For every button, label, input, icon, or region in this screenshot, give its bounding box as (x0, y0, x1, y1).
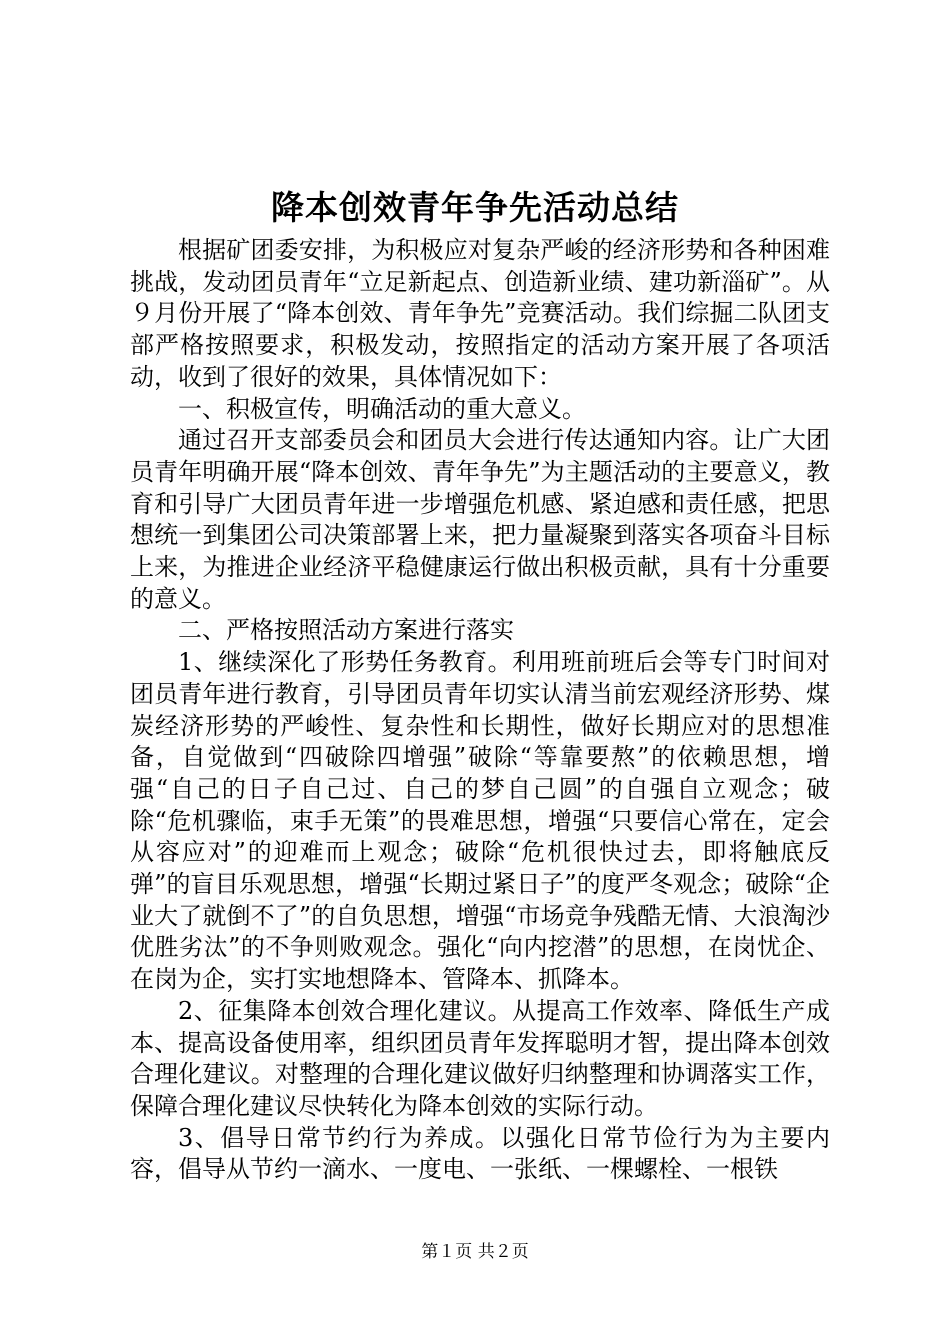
page-footer: 第１页 共２页 (421, 1242, 529, 1262)
section-heading-1: 一、积极宣传，明确活动的重大意义。 (178, 394, 586, 423)
document-title: 降本创效青年争先活动总结 (271, 188, 679, 227)
paragraph-intro: 根据矿团委安排，为积极应对复杂严峻的经济形势和各种困难挑战，发动团员青年“立足新起点、创造新业绩、建功新淄矿”。从９月份开展了“降本创效、青年争先”竞赛活动。我们综掘二队团支部严格按照要求，积极发动，按照指定的活动方案开展了各项活动，收到了很好的效果，具体情况如下： (130, 236, 830, 391)
paragraph-item-3: 3、倡导日常节约行为养成。以强化日常节俭行为为主要内容，倡导从节约一滴水、一度电、一张纸、一棵螺栓、一根铁 (130, 1123, 830, 1184)
paragraph-item-2: 2、征集降本创效合理化建议。从提高工作效率、降低生产成本、提高设备使用率，组织团员青年发挥聪明才智，提出降本创效合理化建议。对整理的合理化建议做好归纳整理和协调落实工作，保障合理化建议尽快转化为降本创效的实际行动。 (130, 996, 830, 1120)
paragraph-section-1: 通过召开支部委员会和团员大会进行传达通知内容。让广大团员青年明确开展“降本创效、青年争先”为主题活动的主要意义，教育和引导广大团员青年进一步增强危机感、紧迫感和责任感，把思想统一到集团公司决策部署上来，把力量凝聚到落实各项奋斗目标上来，为推进企业经济平稳健康运行做出积极贡献，具有十分重要的意义。 (130, 426, 830, 613)
document-body (130, 235, 830, 1186)
section-heading-2: 二、严格按照活动方案进行落实 (178, 616, 514, 645)
paragraph-item-1: 1、继续深化了形势任务教育。利用班前班后会等专门时间对团员青年进行教育，引导团员青年切实认清当前宏观经济形势、煤炭经济形势的严峻性、复杂性和长期性，做好长期应对的思想准备，自觉做到“四破除四增强”破除“等靠要熬”的依赖思想，增强“自己的日子自己过、自己的梦自己圆”的自强自立观念；破除“危机骤临，束手无策”的畏难思想，增强“只要信心常在，定会从容应对”的迎难而上观念；破除“危机很快过去，即将触底反弹”的盲目乐观思想，增强“长期过紧日子”的度严冬观念；破除“企业大了就倒不了”的自负思想，增强“市场竞争残酷无情、大浪淘沙优胜劣汰”的不争则败观念。强化“向内挖潜”的思想，在岗忧企、在岗为企，实打实地想降本、管降本、抓降本。 (130, 648, 830, 994)
